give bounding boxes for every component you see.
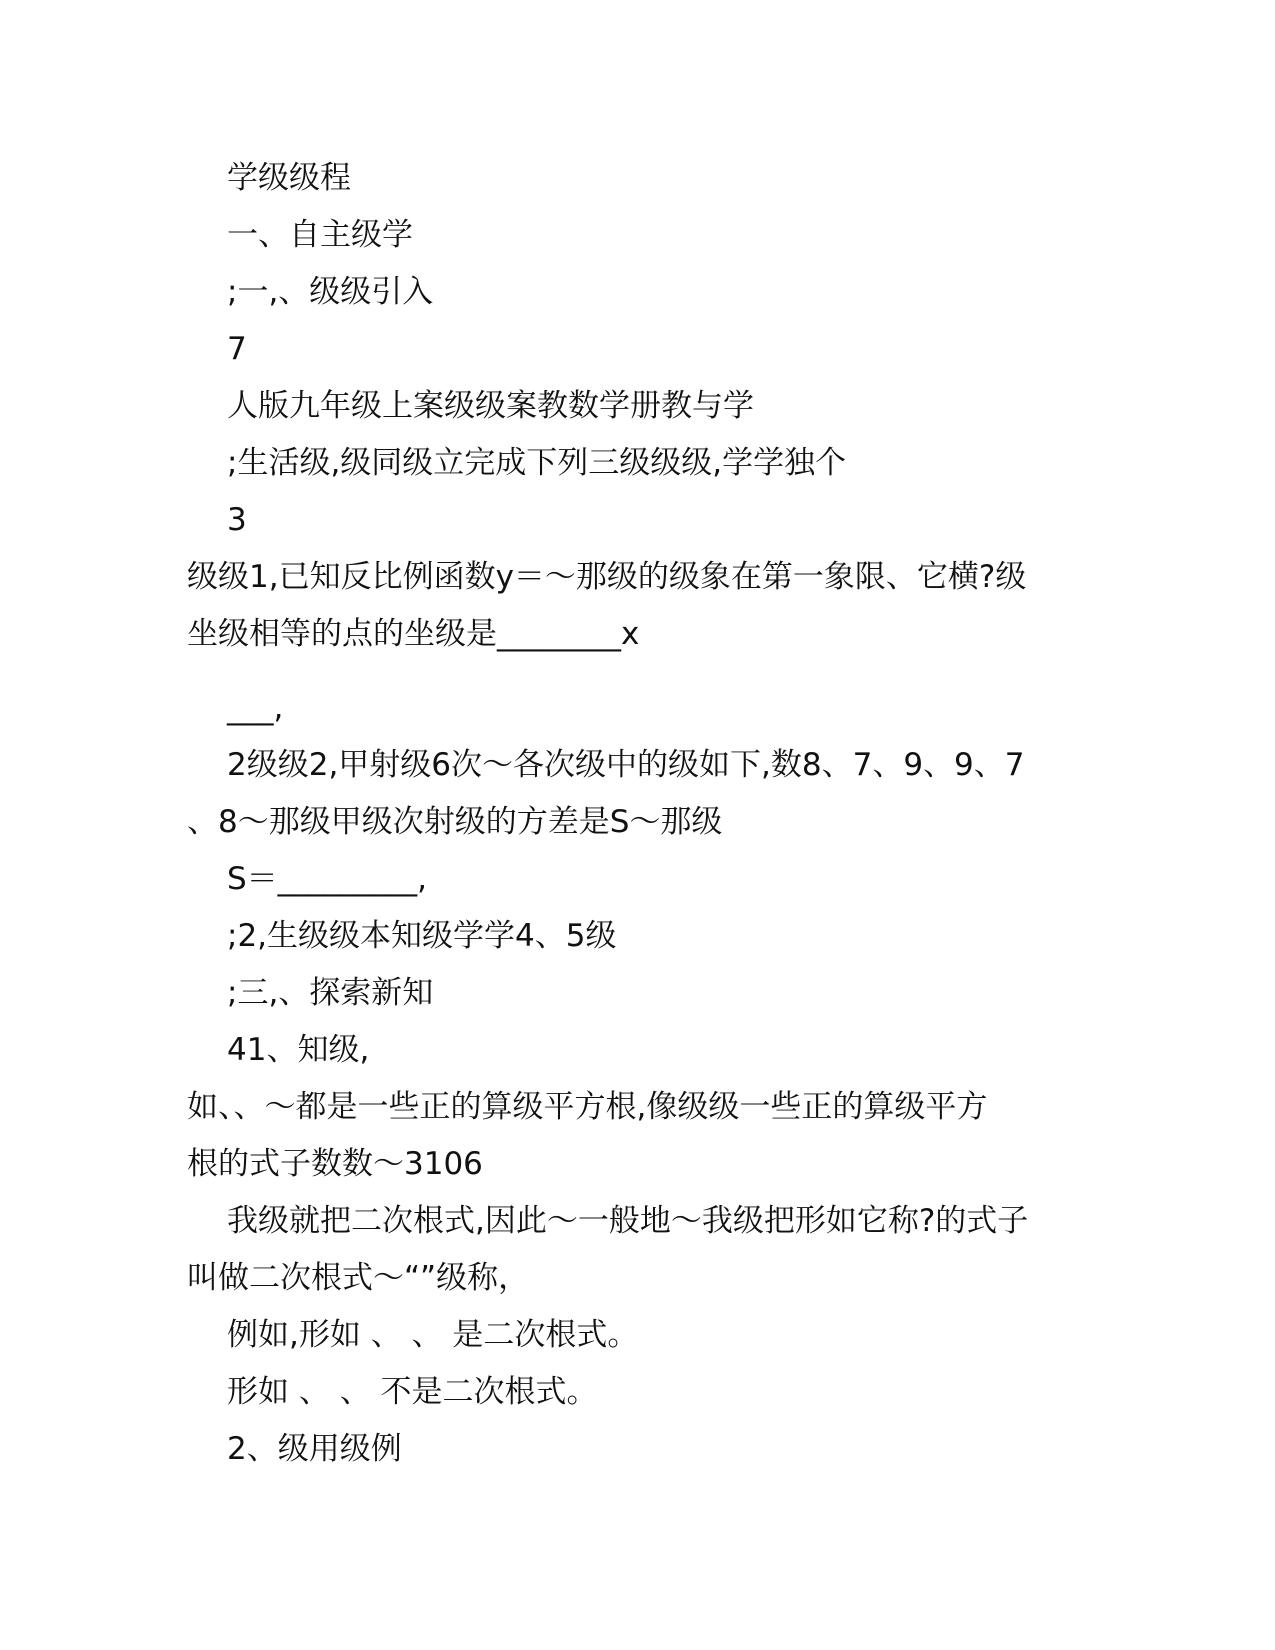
knowledge-heading: 41、知级, xyxy=(227,1032,370,1068)
subheading-introduction: ;一,、级级引入 xyxy=(227,274,434,310)
text-line: ;2,生级级本知级学学4、5级 xyxy=(227,918,617,954)
document-body xyxy=(187,150,1087,1478)
definition-line-1: 我级就把二次根式,因此～一般地～我级把形如它称?的式子 xyxy=(227,1203,1029,1239)
subheading-explore: ;三,、探索新知 xyxy=(227,975,434,1011)
question-1-line-1: 级级1,已知反比例函数y＝～那级的级象在第一象限、它横?级 xyxy=(187,559,1027,595)
heading-self-study: 一、自主级学 xyxy=(227,217,413,253)
definition-line-2: 叫做二次根式～“”级称， xyxy=(187,1260,530,1296)
example-line: 形如 、 、 不是二次根式。 xyxy=(227,1374,598,1410)
section-title: 学级级程 xyxy=(227,160,351,196)
page-number-fragment: 7 xyxy=(227,331,247,367)
question-1-blank: ___, xyxy=(227,690,284,726)
text-line: ;生活级,级同级立完成下列三级级级,学学独个 xyxy=(227,445,847,481)
question-1-line-2: 坐级相等的点的坐级是________x xyxy=(187,616,640,652)
question-2-answer: S＝_________, xyxy=(227,861,428,897)
paragraph-line: 如、、～都是一些正的算级平方根,像级级一些正的算级平方 xyxy=(187,1089,988,1125)
example-line: 例如,形如 、 、 是二次根式。 xyxy=(227,1317,639,1353)
text-line: 人版九年级上案级级案教数学册教与学 xyxy=(227,388,754,424)
page-number-fragment: 3 xyxy=(227,502,247,538)
paragraph-line: 根的式子数数～3106 xyxy=(187,1146,483,1182)
question-2-line-2: 、8～那级甲级次射级的方差是S～那级 xyxy=(187,804,723,840)
question-2-line-1: 2级级2,甲射级6次～各次级中的级如下,数8、7、9、9、7 xyxy=(227,747,1025,783)
application-heading: 2、级用级例 xyxy=(227,1431,402,1467)
